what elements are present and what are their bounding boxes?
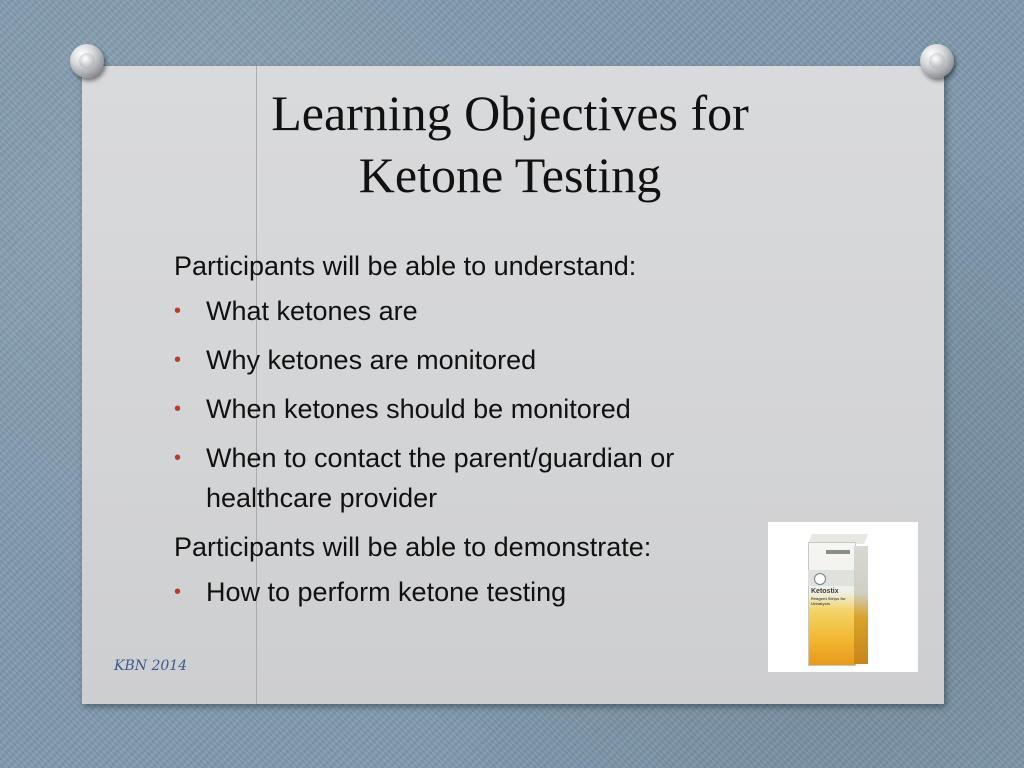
bullet-list — [174, 572, 774, 612]
product-box — [808, 534, 868, 664]
bullet-list — [174, 291, 774, 518]
box-label — [811, 588, 853, 606]
section-lead: Participants will be able to understand: — [174, 251, 637, 281]
pushpin-left-icon — [70, 44, 104, 78]
pushpin-right-icon — [920, 44, 954, 78]
bayer-logo-icon — [814, 573, 826, 585]
box-brand: Ketostix — [811, 588, 839, 595]
list-item — [174, 291, 774, 331]
list-item — [174, 340, 774, 380]
bullet-icon: • — [174, 447, 182, 469]
bullet-icon: • — [174, 581, 182, 603]
list-item-text: What ketones are — [206, 296, 418, 326]
box-stripe — [826, 550, 850, 554]
slide-title-line2: Ketone Testing — [358, 147, 662, 203]
list-item-text: Why ketones are monitored — [206, 345, 537, 375]
slide-title — [140, 82, 880, 206]
box-subtitle: Reagent Strips for Urinalysis — [811, 596, 846, 606]
list-item-text: How to perform ketone testing — [206, 577, 567, 607]
section-lead: Participants will be able to demonstrate: — [174, 532, 652, 562]
bullet-icon: • — [174, 349, 182, 371]
box-side — [854, 546, 868, 664]
bullet-icon: • — [174, 398, 182, 420]
list-item-text: When ketones should be monitored — [206, 394, 631, 424]
slide-content — [174, 246, 774, 621]
bullet-icon: • — [174, 300, 182, 322]
list-item — [174, 572, 774, 612]
list-item — [174, 389, 774, 429]
slide-title-line1: Learning Objectives for — [271, 85, 749, 141]
ketostix-product-image — [768, 522, 918, 672]
footer-credit: KBN 2014 — [114, 658, 188, 674]
list-item-text: When to contact the parent/guardian or healthcare provider — [206, 443, 675, 513]
list-item — [174, 438, 774, 518]
